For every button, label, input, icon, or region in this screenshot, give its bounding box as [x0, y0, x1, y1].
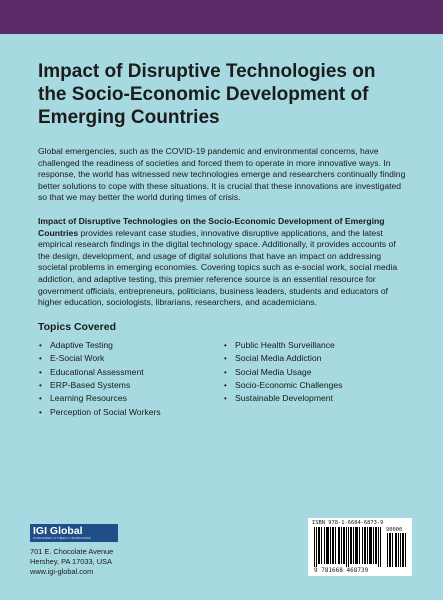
description-paragraph-1: Global emergencies, such as the COVID-19 pandemic and environmental concerns, have challenged the readiness of societies and forced them to operate in more innovative ways. In response, the world has witnessed new technologies emerge and researchers continually finding better solutions to cope with these situations. It is crucial that these innovations are investigated so that we may better the world during times of crisis.: [38, 146, 406, 203]
back-cover-content: [38, 60, 406, 419]
isbn-barcode: [308, 518, 412, 576]
address-street: 701 E. Chocolate Avenue: [30, 547, 114, 556]
book-title-inline: Impact of Disruptive Technologies on the Socio-Economic Development of Emerging Countries: [38, 215, 385, 238]
topics-heading: Topics Covered: [38, 320, 116, 333]
bullet-icon: •: [224, 380, 227, 390]
bullet-icon: •: [224, 367, 227, 377]
topics-column-right: [223, 339, 342, 419]
bullet-icon: •: [39, 407, 42, 417]
topic-item: • Learning Resources: [38, 392, 223, 405]
ean-barcode-bars: [314, 527, 382, 567]
publisher-logo-tagline: PUBLISHER of TIMELY KNOWLEDGE: [33, 536, 91, 540]
topic-item: • Sustainable Development: [223, 392, 342, 405]
topic-item: • Socio-Economic Challenges: [223, 379, 342, 392]
bullet-icon: •: [224, 354, 227, 364]
top-color-band: [0, 0, 443, 34]
bullet-icon: •: [39, 394, 42, 404]
bullet-icon: •: [224, 340, 227, 350]
bullet-icon: •: [39, 367, 42, 377]
topic-item: • Social Media Addiction: [223, 352, 342, 365]
bullet-icon: •: [224, 394, 227, 404]
topic-item: • Educational Assessment: [38, 366, 223, 379]
topic-item: • E-Social Work: [38, 352, 223, 365]
addon-barcode-bars: [387, 533, 407, 567]
address-city: Hershey, PA 17033, USA: [30, 557, 112, 566]
price-code: 90000: [386, 527, 403, 533]
ean-digits: 9 781668 468739: [314, 567, 369, 574]
description-paragraph-2: [38, 216, 406, 309]
publisher-website: www.igi-global.com: [30, 567, 94, 576]
bullet-icon: •: [39, 340, 42, 350]
isbn-label: ISBN 978-1-6684-6873-9: [312, 520, 384, 526]
topic-item: • Adaptive Testing: [38, 339, 223, 352]
description-paragraph-2-text: provides relevant case studies, innovative disruptive applications, and the latest empirical research findings in the digital technology space. Additionally, it provides accounts of the design, development, and usage of digital solutions that have an impact on addressing societal problems in emerging economies. Covering topics such as e-social work, social media addiction, and adaptive testing, this premier reference source is an essential resource for government officials, entrepreneurs, politicians, business leaders, students and educators of higher education, sociologists, librarians, researchers, and academicians.: [38, 227, 398, 308]
book-title: Impact of Disruptive Technologies on the Socio-Economic Development of Emerging Countries: [38, 61, 376, 128]
bullet-icon: •: [39, 380, 42, 390]
topics-column-left: [38, 339, 223, 419]
topic-item: • Social Media Usage: [223, 366, 342, 379]
bullet-icon: •: [39, 354, 42, 364]
topic-item: • Perception of Social Workers: [38, 406, 223, 419]
publisher-logo-text: IGI Global: [33, 525, 83, 537]
publisher-logo: [30, 524, 118, 542]
topic-item: • Public Health Surveillance: [223, 339, 342, 352]
publisher-address: [30, 547, 113, 577]
topics-list: [38, 339, 406, 419]
topic-item: • ERP-Based Systems: [38, 379, 223, 392]
